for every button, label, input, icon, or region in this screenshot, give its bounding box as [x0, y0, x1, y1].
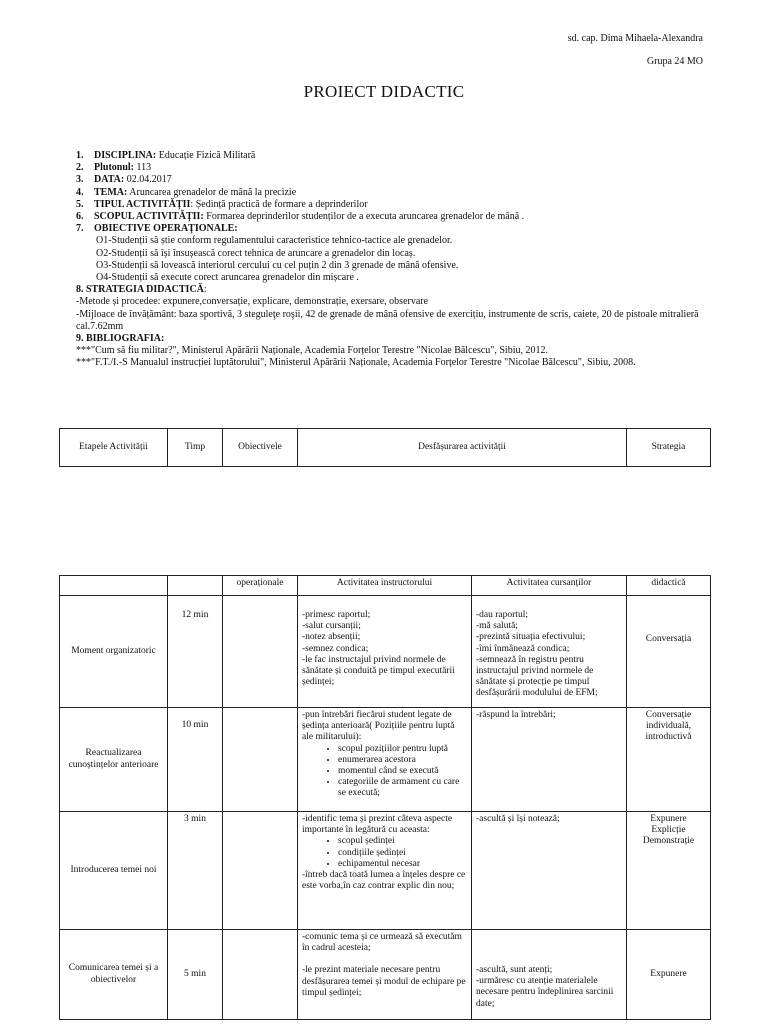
- time-cell: 5 min: [168, 930, 223, 1020]
- students-cell: -dau raportul; -mă salută; -prezintă situația efectivului; -îmi înmânează condica; -semnează în registru pentru instructajul privind normele de sănătate și protecție pe timpul desfășurării modulului de EFM;: [472, 596, 627, 708]
- header-stages: Etapele Activității: [60, 429, 168, 467]
- objective-1: O1-Studenții să știe conform regulamentului caracteristice tehnico-tactice ale grenadelor.: [96, 235, 453, 247]
- info-item-objectives: 7. OBIECTIVE OPERAȚIONALE:: [76, 223, 238, 235]
- objective-2: O2-Studenții să își însușească corect tehnica de aruncare a grenadelor din locaș.: [96, 247, 416, 259]
- objective-3: O3-Studenții să lovească interiorul cercului cu cel puțin 2 din 3 grenade de mână ofensive.: [96, 259, 459, 271]
- strategy-cell: Expunere: [627, 930, 711, 1020]
- subheader-instructor: Activitatea instructorului: [298, 576, 472, 596]
- instructor-cell: -comunic tema și ce urmează să executăm în cadrul acesteia; -le prezint materiale necesare pentru desfășurarea temei și modul de echipare pe timpul ședinței;: [298, 930, 472, 1020]
- project-info: [76, 150, 716, 370]
- page-title: PROIECT DIDACTIC: [303, 82, 465, 101]
- bibliography-heading: 9. BIBLIOGRAFIA:: [76, 333, 165, 345]
- strategy-means: -Mijloace de învățământ: baza sportivă, 3 steguleţe roşii, 42 de grenade de mână ofensive de exercițiu, instrumente de scris, caiete, 20 de pistoale mitralieră cal.7.62mm: [76, 308, 699, 332]
- subheader-students: Activitatea cursanților: [472, 576, 627, 596]
- objectives-cell: [223, 812, 298, 930]
- header-activity: Desfășurarea activității: [298, 429, 627, 467]
- list-item: • scopul ședinței: [338, 836, 467, 847]
- subheader-objectives: operaționale: [223, 576, 298, 596]
- bibliography-item-2: ***"F.T./I.-S Manualul instrucției luptătorului", Ministerul Apărării Naționale, Academia Forțelor Terestre "Nicolae Bălcescu", Sibiu, 2008.: [76, 357, 636, 369]
- list-item: • categoriile de armament cu care se execută;: [338, 777, 467, 799]
- table-row: [60, 930, 711, 1020]
- table-row: [60, 708, 711, 812]
- bibliography-item-1: ***"Cum să fiu militar?", Ministerul Apărării Naționale, Academia Forțelor Terestre "Nicolae Bălcescu", Sibiu, 2012.: [76, 345, 548, 357]
- objectives-cell: [223, 596, 298, 708]
- list-item: • momentul când se execută: [338, 766, 467, 777]
- stage-cell: Reactualizarea cunoștințelor anterioare: [60, 708, 168, 812]
- info-item-activity-goal: 6. SCOPUL ACTIVITĂȚII: Formarea deprinderilor studenților de a executa aruncarea grenadelor de mână .: [76, 211, 525, 223]
- time-cell: 12 min: [168, 596, 223, 708]
- strategy-cell: Conversație individuală, introductivă: [627, 708, 711, 812]
- strategy-heading: 8. STRATEGIA DIDACTICĂ:: [76, 284, 207, 296]
- header-time: Timp: [168, 429, 223, 467]
- stage-cell: Comunicarea temei și a obiectivelor: [60, 930, 168, 1020]
- info-item-theme: 4. TEMA: Aruncarea grenadelor de mână la precizie: [76, 186, 297, 198]
- table-row: [60, 812, 711, 930]
- strategy-cell: Conversația: [627, 596, 711, 708]
- objectives-cell: [223, 708, 298, 812]
- info-item-activity-type: 5. TIPUL ACTIVITĂȚII: Ședință practică de formare a deprinderilor: [76, 198, 368, 210]
- activity-table: [59, 575, 711, 1020]
- list-item: • echipamentul necesar: [338, 859, 467, 870]
- table-header-row: [60, 429, 711, 467]
- activity-table-header: [59, 428, 711, 467]
- subheader-strategy: didactică: [627, 576, 711, 596]
- info-item-date: 3. DATA: 02.04.2017: [76, 174, 172, 186]
- instructor-cell: -pun întrebări fiecărui student legate de ședința anterioară( Pozițiile pentru luptă ale militarului): • scopul pozițiilor pentru luptă • enumerarea acestora • momentul când se execută • categoriile de armament cu care se execută;: [298, 708, 472, 812]
- instructor-cell: -primesc raportul; -salut cursanții; -notez absenții; -semnez condica; -le fac instructajul privind normele de sănătate și conduită pe timpul executării ședinței;: [298, 596, 472, 708]
- header-strategy: Strategia: [627, 429, 711, 467]
- list-item: • enumerarea acestora: [338, 755, 467, 766]
- time-cell: 10 min: [168, 708, 223, 812]
- time-cell: 3 min: [168, 812, 223, 930]
- instructor-cell: -identific tema și prezint câteva aspecte importante în legătură cu aceasta: • scopul ședinței • condițiile ședinței • echipamentul necesar -întreb dacă toată lumea a înțeles despre ce este vorba,în caz contrar explic din nou;: [298, 812, 472, 930]
- group-label: Grupa 24 MO: [646, 56, 703, 67]
- strategy-cell: Expunere Explicție Demonstrație: [627, 812, 711, 930]
- author-name: sd. cap. Dima Mihaela-Alexandra: [567, 33, 703, 44]
- objective-4: O4-Studenții să execute corect aruncarea grenadelor din mișcare .: [96, 272, 359, 284]
- objectives-cell: [223, 930, 298, 1020]
- list-item: • scopul pozițiilor pentru luptă: [338, 744, 467, 755]
- list-item: • condițiile ședinței: [338, 848, 467, 859]
- students-cell: -răspund la întrebări;: [472, 708, 627, 812]
- stage-cell: Moment organizatoric: [60, 596, 168, 708]
- strategy-methods: -Metode și procedee: expunere,conversație, explicare, demonstrație, exersare, observare: [76, 296, 429, 308]
- students-cell: -ascultă, sunt atenți; -urmăresc cu atenție materialele necesare pentru îndeplinirea sarcinii date;: [472, 930, 627, 1020]
- header-objectives: Obiectivele: [223, 429, 298, 467]
- students-cell: -ascultă și își notează;: [472, 812, 627, 930]
- info-item-platoon: 2. Plutonul: 113: [76, 162, 152, 174]
- stage-cell: Introducerea temei noi: [60, 812, 168, 930]
- info-item-discipline: 1. DISCIPLINA: Educație Fizică Militară: [76, 150, 256, 161]
- table-subheader-row: [60, 576, 711, 596]
- table-row: [60, 596, 711, 708]
